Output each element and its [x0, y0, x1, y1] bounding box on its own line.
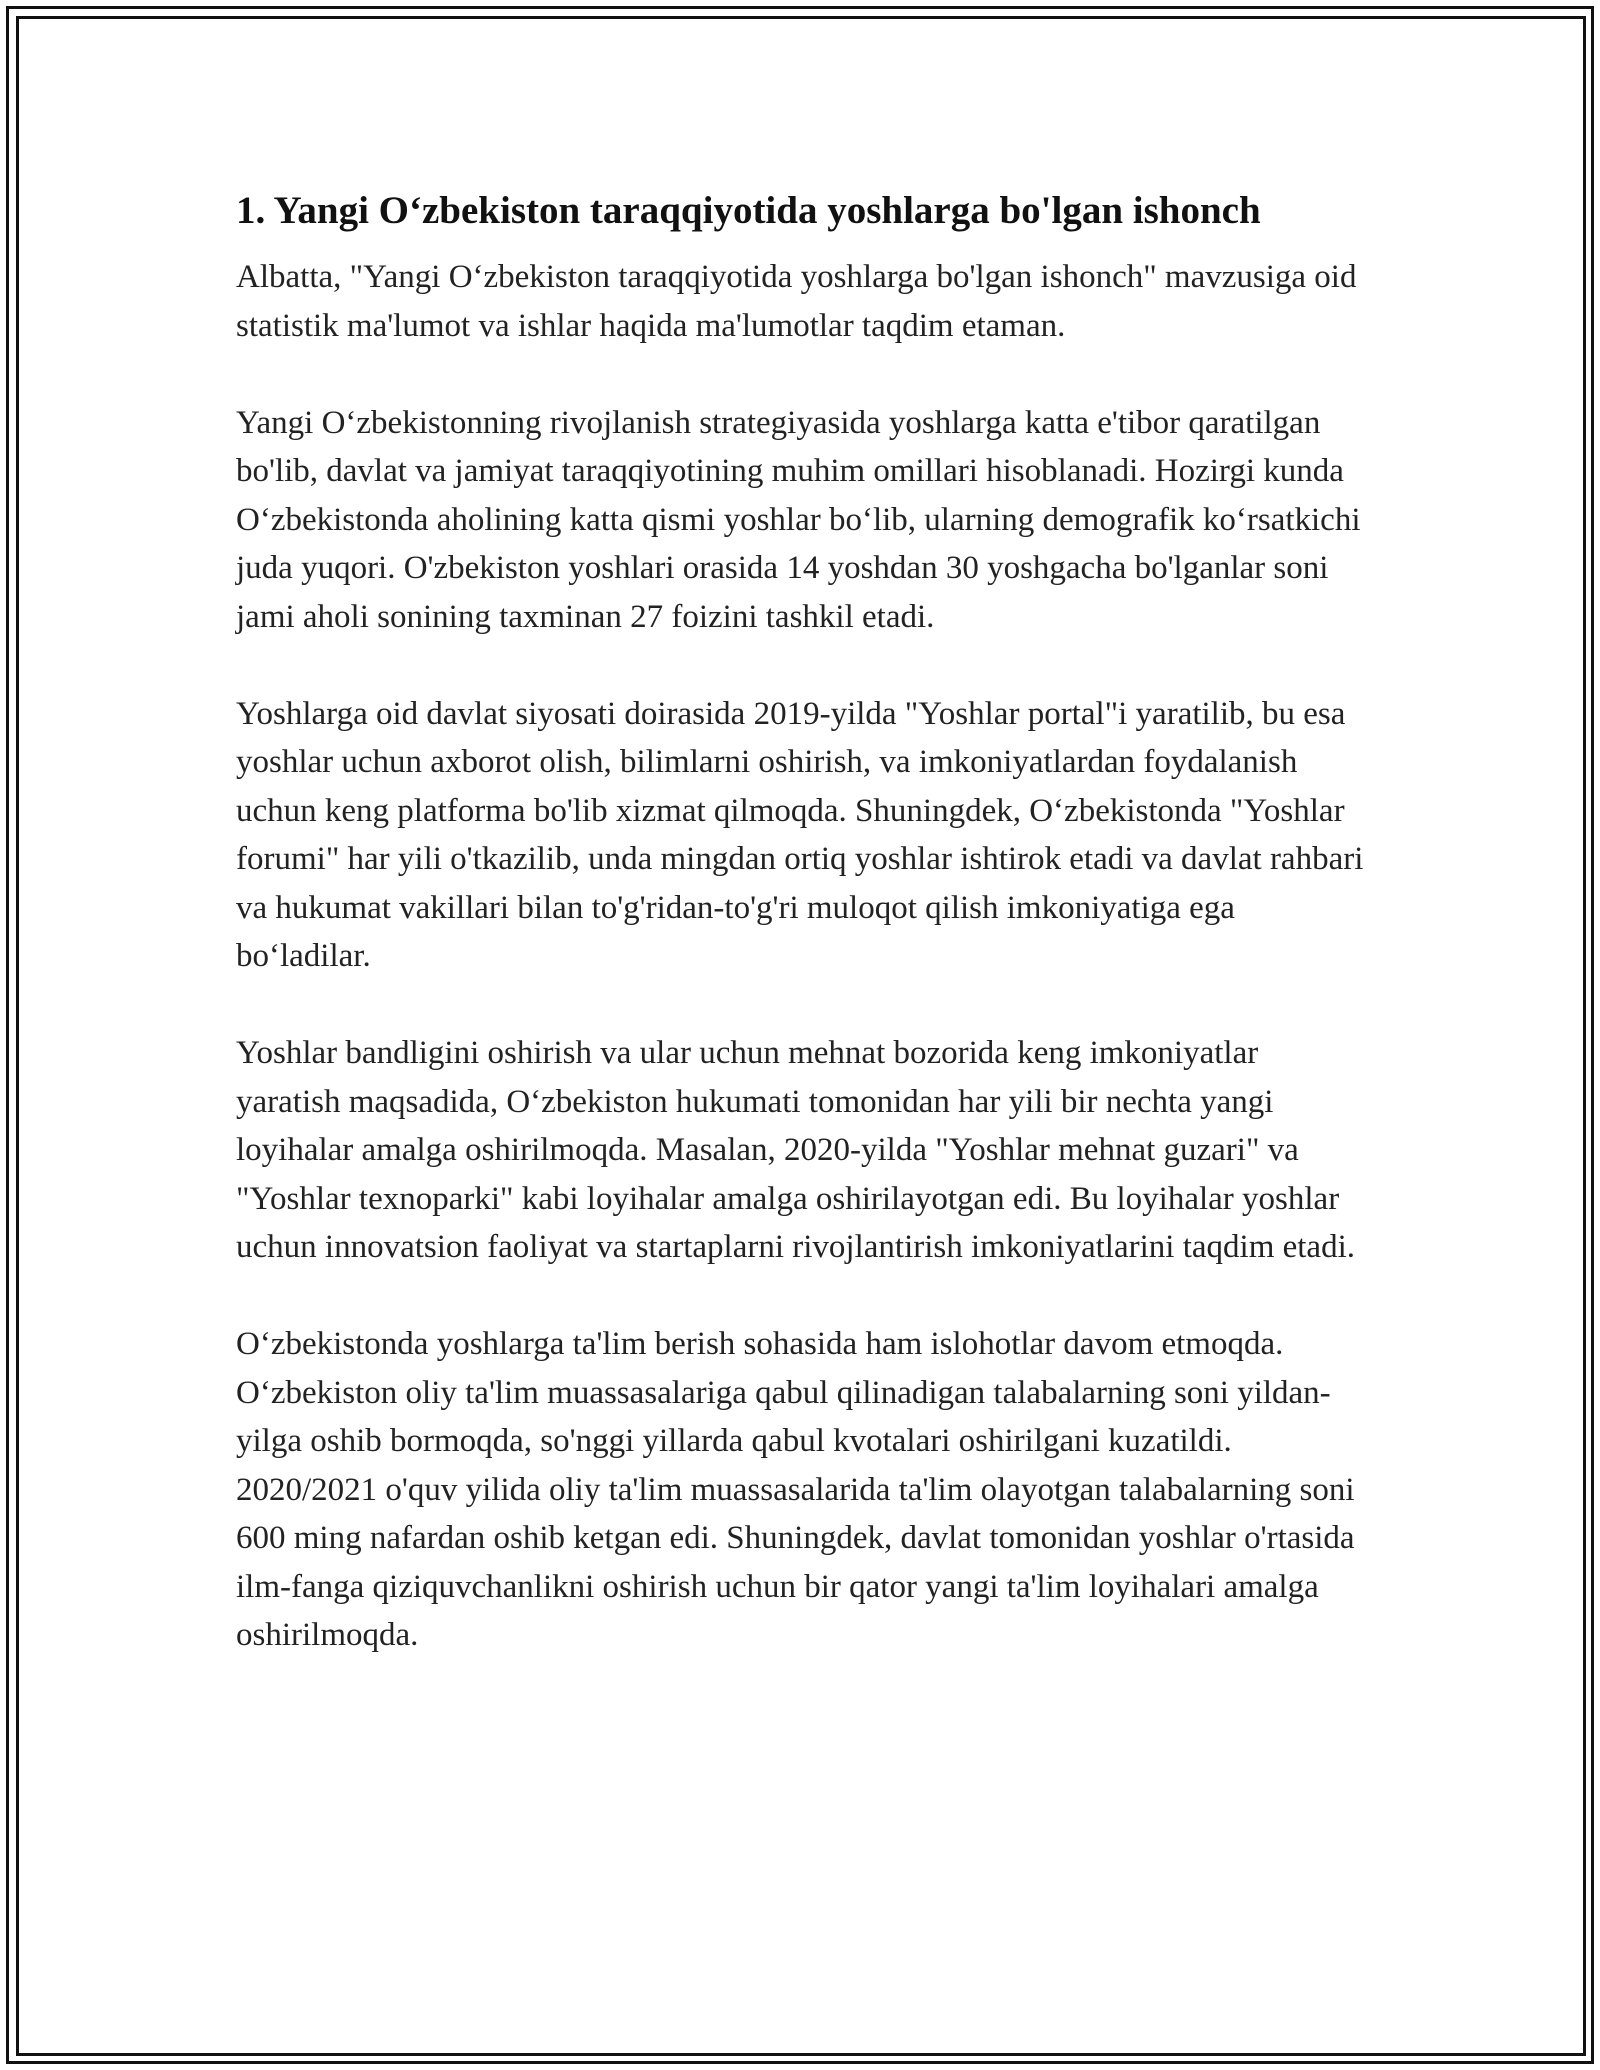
document-body [236, 185, 1366, 1708]
paragraph-demographics: Yangi Oʻzbekistonning rivojlanish strategiyasida yoshlarga katta e'tibor qaratilgan bo'lib, davlat va jamiyat taraqqiyotining muhim omillari hisoblanadi. Hozirgi kunda Oʻzbekistonda aholining katta qismi yoshlar boʻlib, ularning demografik koʻrsatkichi juda yuqori. O'zbekiston yoshlari orasida 14 yoshdan 30 yoshgacha bo'lganlar soni jami aholi sonining taxminan 27 foizini tashkil etadi. [236, 404, 1361, 635]
document-title: 1. Yangi Oʻzbekiston taraqqiyotida yoshlarga bo'lgan ishonch [236, 189, 1261, 232]
paragraph-employment: Yoshlar bandligini oshirish va ular uchun mehnat bozorida keng imkoniyatlar yaratish maqsadida, Oʻzbekiston hukumati tomonidan har yili bir nechta yangi loyihalar amalga oshirilmoqda. Masalan, 2020-yilda "Yoshlar mehnat guzari" va "Yoshlar texnoparki" kabi loyihalar amalga oshirilayotgan edi. Bu loyihalar yoshlar uchun innovatsion faoliyat va startaplarni rivojlantirish imkoniyatlarini taqdim etadi. [236, 1035, 1355, 1265]
paragraph-youth-policy: Yoshlarga oid davlat siyosati doirasida 2019-yilda "Yoshlar portal"i yaratilib, bu esa yoshlar uchun axborot olish, bilimlarni oshirish, va imkoniyatlardan foydalanish uchun keng platforma bo'lib xizmat qilmoqda. Shuningdek, Oʻzbekistonda "Yoshlar forumi" har yili o'tkazilib, unda mingdan ortiq yoshlar ishtirok etadi va davlat rahbari va hukumat vakillari bilan to'g'ridan-to'g'ri muloqot qilish imkoniyatiga ega boʻladilar. [236, 695, 1364, 974]
paragraph-education: Oʻzbekistonda yoshlarga ta'lim berish sohasida ham islohotlar davom etmoqda. Oʻzbekiston oliy ta'lim muassasalariga qabul qilinadigan talabalarning soni yildan-yilga oshib bormoqda, so'nggi yillarda qabul kvotalari oshirilgani kuzatildi. 2020/2021 o'quv yilida oliy ta'lim muassasalarida ta'lim olayotgan talabalarning soni 600 ming nafardan oshib ketgan edi. Shuningdek, davlat tomonidan yoshlar o'rtasida ilm-fanga qiziquvchanlikni oshirish uchun bir qator yangi ta'lim loyihalari amalga oshirilmoqda. [236, 1326, 1355, 1653]
paragraph-intro: Albatta, "Yangi Oʻzbekiston taraqqiyotida yoshlarga bo'lgan ishonch" mavzusiga oid statistik ma'lumot va ishlar haqida ma'lumotlar taqdim etaman. [236, 259, 1357, 344]
